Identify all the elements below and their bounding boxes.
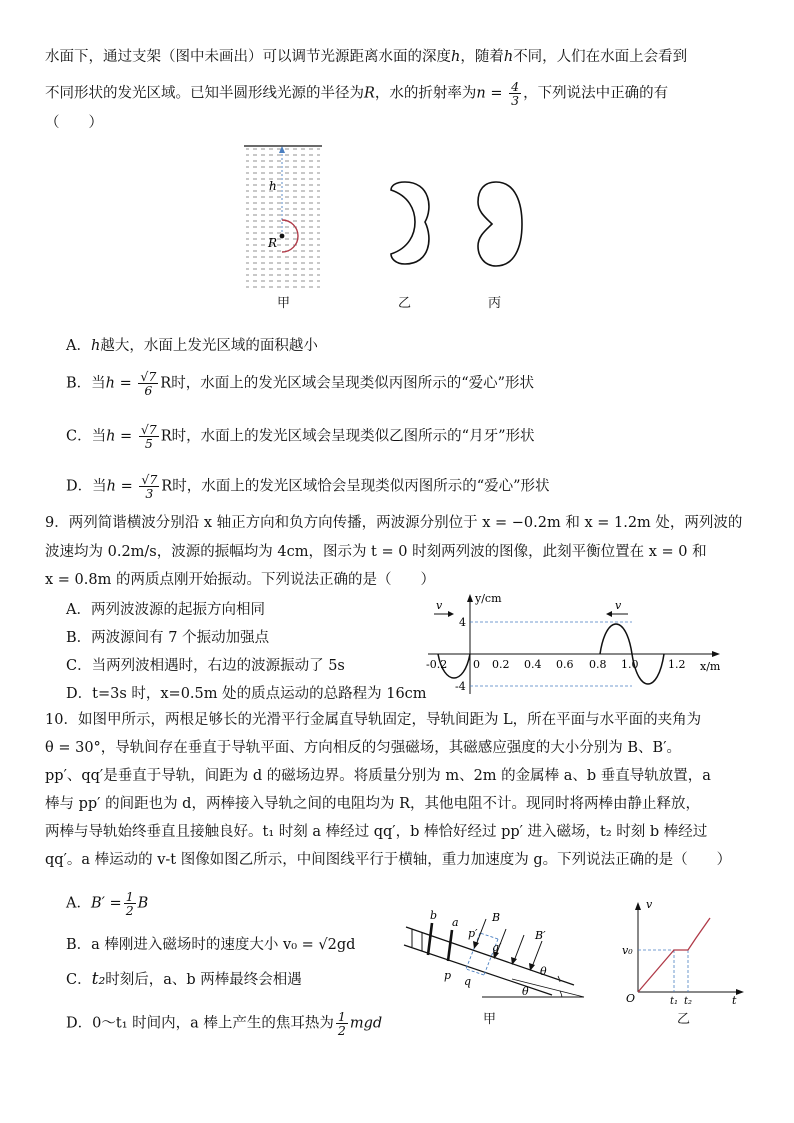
q10-stem-line5: 两棒与导轨始终垂直且接触良好。t₁ 时刻 a 棒经过 qq′，b 棒恰好经过 pp′ 进入磁场，t₂ 时刻 b 棒经过 (45, 824, 708, 840)
q10-figure-jia-inclined-rails (402, 905, 587, 1005)
x-tick: 1.2 (668, 658, 686, 671)
q8-figure-yi-crescent-shape (385, 178, 435, 268)
q10-figure-yi-label: 乙 (677, 1012, 691, 1027)
depth-h-label: h (269, 179, 277, 193)
x-axis-label: x/m (700, 660, 721, 673)
q9-stem-line2: 波速均为 0.2m/s，波源的振幅均为 4cm，图示为 t = 0 时刻两列波的图像，此刻平衡位置在 x = 0 和 (45, 544, 707, 560)
angle-theta-label: θ (540, 965, 547, 978)
boundary-p-prime-label: p′ (468, 927, 478, 940)
q10-stem-line2: θ = 30°，导轨间存在垂直于导轨平面、方向相反的匀强磁场，其磁感应强度的大小分别为 B、B′。 (45, 740, 682, 756)
bar-a-label: a (452, 916, 459, 929)
q10-figure-yi-vt-graph (618, 896, 748, 1006)
x-tick: 0.8 (589, 658, 607, 671)
q8-figure-bing-label: 丙 (488, 296, 502, 311)
t2-label: t₂ (684, 996, 693, 1006)
q8-figure-yi-label: 乙 (398, 296, 412, 311)
q10-option-b[interactable]: B．a 棒刚进入磁场时的速度大小 v₀ = √2gd (66, 937, 356, 953)
q9-option-c[interactable]: C．当两列波相遇时，右边的波源振动了 5s (66, 658, 345, 674)
q10-option-a[interactable]: A．B′ = $\frac{1}{2}$ B (66, 889, 149, 918)
field-B-label: B (492, 911, 501, 924)
v0-label: v₀ (622, 944, 633, 957)
refractive-index-fraction: $\frac{4}{3}$ (511, 79, 520, 108)
q10-stem-line4: 棒与 pp′ 的间距也为 d，两棒接入导轨之间的电阻均为 R，其他电阻不计。现同时将两棒由静止释放， (45, 796, 700, 812)
t1-label: t₁ (670, 996, 679, 1006)
y-tick-4: 4 (459, 616, 466, 629)
q10-stem-line3: pp′、qq′是垂直于导轨，间距为 d 的磁场边界。将质量分别为 m、2m 的金属棒 a、b 垂直导轨放置，a (45, 768, 711, 784)
q8-option-d[interactable]: D．当h = $\frac{√7}{3}$ R时，水面上的发光区域恰会呈现类似丙图所示的“爱心”形状 (66, 472, 550, 501)
left-wave-velocity-label: v (436, 599, 443, 612)
right-wave-velocity-label: v (615, 599, 622, 612)
q8-option-b[interactable]: B．当h = $\frac{√7}{6}$ R时，水面上的发光区域会呈现类似丙图所示的“爱心”形状 (66, 369, 535, 398)
q9-wave-graph (424, 590, 724, 698)
q10-figure-jia-label: 甲 (483, 1012, 497, 1027)
origin-label: 0 (473, 658, 480, 671)
origin-O-label: O (626, 992, 636, 1005)
q8-figure-jia-label: 甲 (277, 296, 291, 311)
x-tick: 1.0 (621, 658, 639, 671)
t-axis-label: t (732, 994, 737, 1006)
y-axis-label: y/cm (475, 592, 502, 605)
boundary-q-label: q (464, 975, 472, 988)
q10-option-d[interactable]: D．0～t₁ 时间内，a 棒上产生的焦耳热为 $\frac{1}{2}$ mgd (66, 1009, 383, 1038)
q9-stem-line1: 9．两列简谐横波分别沿 x 轴正方向和负方向传播，两波源分别位于 x = −0.2m 和 x = 1.2m 处，两列波的 (45, 515, 743, 531)
q9-option-a[interactable]: A．两列波波源的起振方向相同 (66, 602, 265, 618)
q8-option-a[interactable]: A．h越大，水面上发光区域的面积越小 (66, 338, 318, 354)
v-axis-label: v (646, 898, 653, 911)
q9-option-d[interactable]: D．t=3s 时，x=0.5m 处的质点运动的总路程为 16cm (66, 686, 427, 702)
q10-option-c[interactable]: C．t₂时刻后，a、b 两棒最终会相遇 (66, 969, 302, 989)
q10-stem-line6: qq′。a 棒运动的 v-t 图像如图乙所示，中间图线平行于横轴，重力加速度为 g。下列说法正确的是（ ） (45, 852, 732, 868)
x-tick: 0.6 (556, 658, 574, 671)
q9-option-b[interactable]: B．两波源间有 7 个振动加强点 (66, 630, 270, 646)
q10-stem-line1: 10．如图甲所示，两根足够长的光滑平行金属直导轨固定，导轨间距为 L，所在平面与水平面的夹角为 (45, 712, 702, 728)
x-tick: -0.2 (426, 658, 448, 671)
q8-intro-line2: 不同形状的发光区域。已知半圆形线光源的半径为R，水的折射率为n = $\frac{4}{3}$ ，下列说法中正确的有 (45, 79, 669, 108)
field-B-prime-label: B′ (535, 929, 546, 942)
x-tick: 0.4 (524, 658, 542, 671)
q8-option-c[interactable]: C．当h = $\frac{√7}{5}$ R时，水面上的发光区域会呈现类似乙图所示的“月牙”形状 (66, 422, 535, 451)
q8-figure-bing-heart-shape (474, 178, 524, 270)
radius-R-label: R (268, 236, 278, 250)
q8-answer-bracket: （ ） (45, 115, 103, 131)
boundary-q-prime-label: q′ (492, 941, 502, 954)
boundary-p-label: p (444, 969, 452, 982)
y-tick-neg4: -4 (455, 680, 466, 693)
angle-theta-label-2: θ (522, 985, 529, 998)
bar-b-label: b (430, 909, 438, 922)
x-tick: 0.2 (492, 658, 510, 671)
q8-intro-line1: 水面下，通过支架（图中未画出）可以调节光源距离水面的深度h，随着h不同，人们在水面上会看到 (45, 49, 688, 65)
q9-stem-line3: x = 0.8m 的两质点刚开始振动。下列说法正确的是（ ） (45, 572, 435, 588)
q8-figure-jia-water-tank (244, 140, 322, 290)
